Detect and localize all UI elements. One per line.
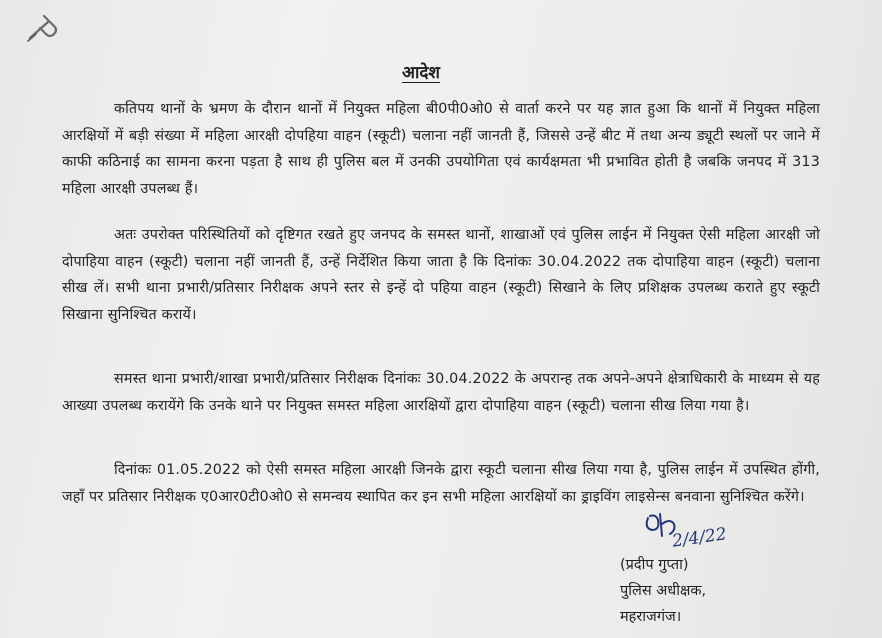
signatory-name: (प्रदीप गुप्ता) (620, 557, 689, 573)
signatory-district: महराजगंज। (620, 609, 682, 625)
paragraph-3: समस्त थाना प्रभारी/शाखा प्रभारी/प्रतिसार निरीक्षक दिनांकः 30.04.2022 के अपरान्ह तक अपने-अपने क्षेत्राधिकारी के माध्यम से यह आख्या उपलब्ध करायेंगे कि उनके थाने पर नियुक्त समस्त महिला आरक्षियों द्वारा दोपाहिया वाहन (स्कूटी) चलाना सीख लिया गया है। (62, 371, 820, 414)
signature-date: 2/4/22 (670, 524, 728, 552)
paper-clip-icon (26, 8, 70, 44)
signatory-designation: पुलिस अधीक्षक, (620, 583, 707, 599)
paragraph-1: कतिपय थानों के भ्रमण के दौरान थानों में नियुक्त महिला बी0पी0ओ0 से वार्ता करने पर यह ज्ञात हुआ कि थानों में नियुक्त महिला आरक्षियों में बड़ी संख्या में महिला आरक्षी दोपहिया वाहन (स्कूटी) चलाना नहीं जानती हैं, जिससे उन्हें बीट में तथा अन्य ड्यूटी स्थलों पर जाने में काफी कठिनाई का सामना करना पड़ता है साथ ही पुलिस बल में उनकी उपयोगिता एवं कार्यक्षमता भी प्रभावित होती है जबकि जनपद में 313 महिला आरक्षी उपलब्ध हैं। (62, 101, 820, 197)
signatory-block (620, 552, 706, 630)
order-title: आदेश (402, 63, 440, 83)
paragraph-2: अतः उपरोक्त परिस्थितियों को दृष्टिगत रखते हुए जनपद के समस्त थानों, शाखाओं एवं पुलिस लाईन में नियुक्त ऐसी महिला आरक्षी जो दोपाहिया वाहन (स्कूटी) चलाना नहीं जानती हैं, उन्हें निर्देशित किया जाता है कि दिनांकः 30.04.2022 तक दोपाहिया वाहन (स्कूटी) चलाना सीख लें। सभी थाना प्रभारी/प्रतिसार निरीक्षक अपने स्तर से इन्हें दो पहिया वाहन (स्कूटी) सिखाने के लिए प्रशिक्षक उपलब्ध कराते हुए स्कूटी सिखाना सुनिश्चित करायें। (62, 227, 820, 323)
paragraph-4: दिनांकः 01.05.2022 को ऐसी समस्त महिला आरक्षी जिनके द्वारा स्कूटी चलाना सीख लिया गया है, पुलिस लाईन में उपस्थित होंगी, जहाँ पर प्रतिसार निरीक्षक ए0आर0टी0ओ0 से समन्वय स्थापित कर इन सभी महिला आरक्षियों का ड्राइविंग लाइसेन्स बनवाना सुनिश्चित करेंगे। (62, 462, 820, 505)
